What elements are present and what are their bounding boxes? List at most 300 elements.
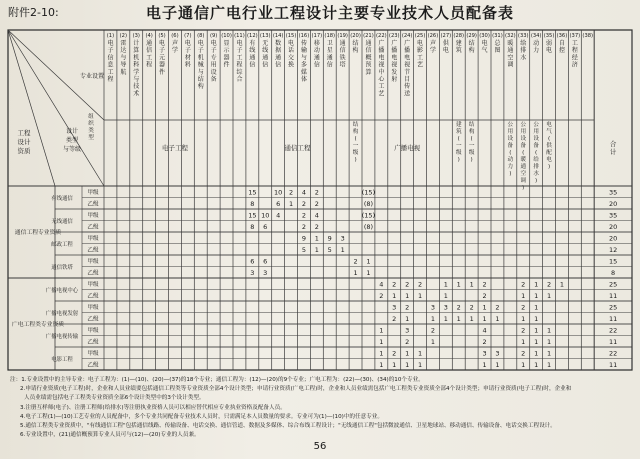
column-number: (13): [259, 33, 271, 39]
staff-count: 1: [521, 292, 526, 300]
sub-type-label: 广播电视发射: [45, 311, 79, 317]
column-name-char: 子: [184, 47, 191, 55]
staff-count: 1: [534, 303, 539, 312]
staff-count: 3: [340, 234, 345, 243]
column-name-char: 学: [133, 68, 140, 76]
staff-count: 1: [534, 338, 539, 346]
column-name-char: 传: [300, 40, 307, 47]
column-name-char: 信: [339, 47, 346, 55]
column-name-char: 声: [171, 40, 178, 47]
staff-count: 1: [469, 315, 474, 323]
column-name-char: 电: [546, 47, 553, 55]
column-name-char: 与: [120, 54, 127, 62]
staff-count: 6: [263, 223, 268, 231]
staff-count: 3: [405, 326, 410, 335]
note-line: 4.电子工程(1)—(10)工艺专业的人员配备中，多个专业共同配备专业技术人员时，只需满足本人员数量的要求。专业可为(1)—(10)中的任意专业。: [20, 413, 383, 420]
staff-count: 3: [263, 269, 268, 277]
column-name-char: 工: [236, 54, 243, 62]
staff-count: 1: [366, 269, 371, 277]
staff-count: 2: [495, 303, 500, 312]
group-label-char: 级: [352, 150, 359, 156]
column-name-char: 传: [404, 83, 411, 91]
row-total: 11: [608, 338, 618, 346]
staff-count: 1: [559, 280, 565, 289]
group-label-char: 配: [546, 150, 552, 156]
column-name-char: 广: [378, 40, 385, 47]
corner-qual-part: 工程: [17, 129, 31, 137]
column-name-char: 电: [391, 54, 398, 62]
column-name-char: 子: [236, 47, 243, 55]
staff-count: 10: [261, 211, 270, 220]
group-label-char: 结: [352, 122, 359, 128]
staff-count: 8: [250, 200, 255, 208]
column-number: (17): [311, 33, 323, 39]
column-name-char: 电: [481, 40, 488, 47]
column-name-char: 视: [391, 61, 398, 69]
staff-count: 1: [482, 361, 487, 369]
sub-type-label: 广播电视中心: [45, 288, 79, 294]
column-name-char: 构: [197, 83, 204, 91]
staff-count: 1: [495, 361, 500, 369]
note-line: 2.申请行业资质(电子工程)时，企业和人员业绩要包括通信工程类等专业资质全部4个设计类型；申请行业资质(广电工程)时，企业和人员业绩需包括广电工程类专业资质全部4个设计类型；申请行业资质(电子工程)时，企业和: [20, 386, 572, 393]
column-name-char: 供: [442, 40, 449, 47]
corner-diagonal: [8, 30, 104, 186]
row-total: 20: [608, 234, 618, 243]
column-name-char: 算: [133, 47, 140, 55]
column-name-char: 结: [352, 40, 359, 47]
staff-count: 1: [521, 338, 526, 346]
staff-count: 1: [417, 361, 423, 369]
staff-count: 2: [314, 223, 319, 231]
staff-count: 1: [456, 315, 461, 323]
corner-org-char: 类: [88, 128, 94, 134]
column-number: (2): [119, 33, 128, 39]
group-label-char: 电: [546, 122, 552, 128]
group-label-char: (: [457, 136, 460, 142]
column-number: (5): [158, 33, 166, 39]
column-name-char: 技: [133, 83, 140, 91]
sub-type-label: 通信铁塔: [51, 265, 73, 271]
column-name-char: 艺: [417, 61, 424, 69]
staff-count: 1: [534, 315, 539, 323]
column-name-char: 播: [404, 47, 411, 55]
group-label-char: ): [354, 157, 357, 163]
staff-count: 5: [327, 246, 332, 254]
column-name-char: 播: [391, 47, 398, 55]
level-label: 甲级: [87, 305, 99, 311]
column-name-char: 铁: [339, 54, 346, 62]
group-label-char: 设: [520, 136, 527, 142]
group-label-char: 用: [507, 129, 514, 135]
column-name-char: 专: [210, 54, 217, 62]
staff-count: 9: [301, 234, 307, 243]
staff-count: 2: [482, 292, 487, 300]
column-name-char: 空: [507, 54, 514, 62]
group-label-char: 暖: [520, 157, 527, 163]
column-name-char: 给: [520, 40, 527, 47]
row-total: 22: [608, 349, 618, 358]
group-label-char: 电: [546, 157, 552, 163]
column-name-char: 力: [533, 47, 540, 55]
staff-count: 1: [521, 361, 526, 369]
column-number: (16): [298, 33, 310, 39]
staff-count: (15): [361, 188, 376, 197]
staff-count: 1: [495, 315, 500, 323]
column-name-char: 电: [288, 40, 295, 47]
column-name-char: 料: [184, 61, 191, 69]
staff-count: 4: [301, 188, 307, 197]
staff-count: 1: [546, 338, 552, 346]
staff-count: 1: [314, 234, 319, 243]
level-label: 乙级: [87, 270, 99, 277]
sub-type-label: 邮政工程: [51, 242, 73, 248]
column-number: (19): [337, 33, 348, 39]
column-number: (23): [388, 33, 400, 39]
column-number: (31): [492, 33, 503, 39]
column-name-char: 总: [494, 40, 501, 47]
staff-count: 6: [250, 257, 255, 266]
total-header-char: 合: [609, 140, 617, 148]
group-label-telecom: 通信工程: [284, 144, 311, 152]
note-line: 人员业绩需包括电子工程类专业资质全部6个设计类型中的3个设计类型。: [24, 395, 205, 402]
staff-count: 2: [546, 280, 552, 289]
column-name-char: 术: [133, 90, 140, 98]
staff-count: 2: [301, 223, 307, 231]
group-label-char: 一: [352, 143, 359, 149]
staff-count: 1: [392, 292, 397, 300]
row-total: 11: [608, 361, 618, 369]
column-name-char: 子: [159, 47, 166, 55]
column-name-char: 与: [197, 68, 204, 76]
column-name-char: 械: [197, 61, 204, 69]
staff-count: 1: [353, 269, 358, 277]
column-name-char: 换: [288, 61, 295, 69]
group-label-char: 公: [533, 122, 539, 128]
staff-count: 1: [405, 315, 410, 323]
column-number: (21): [363, 33, 374, 39]
column-name-char: 结: [468, 40, 475, 47]
column-name-char: 信: [249, 61, 256, 69]
group-label-char: (: [509, 150, 512, 156]
staff-count: 1: [456, 280, 461, 289]
group-label-char: 设: [533, 136, 539, 142]
column-name-char: 视: [378, 61, 385, 69]
column-number: (3): [132, 33, 140, 39]
note-line: 5.通信工程类专业资质中，"有线通信工程"包括通信线路、传输设备、电话交换、通信管道、数据及多媒体、综合布线工程设计；"无线通信工程"包括微波通信、卫星地球站、移动通信、传输设备、电话交换工程设计。: [20, 423, 556, 430]
column-name-char: 合: [236, 76, 243, 83]
staff-count: 1: [482, 303, 487, 312]
row-total: 35: [608, 188, 618, 197]
corner-org-char: 组: [88, 114, 94, 120]
column-name-char: 息: [107, 61, 114, 69]
group-label-char: 设: [507, 136, 514, 142]
row-total: 11: [608, 315, 618, 323]
staff-count: 1: [546, 326, 552, 335]
column-name-char: 弱: [546, 40, 553, 47]
corner-org-char: 型: [88, 135, 94, 141]
column-number: (38): [582, 33, 594, 39]
column-name-char: 电: [210, 40, 217, 47]
group-label-char: 备: [507, 143, 514, 149]
column-name-char: 器: [223, 54, 230, 62]
column-name-char: 视: [404, 61, 411, 69]
sub-type-label: 有线通信: [51, 196, 73, 202]
column-name-char: 工: [571, 40, 578, 47]
table-frame: [8, 30, 632, 370]
column-name-char: 子: [197, 47, 204, 55]
staff-count: 1: [417, 349, 423, 358]
staff-count: 1: [546, 361, 552, 369]
column-name-char: 学: [171, 47, 178, 55]
qualification-group: 广电工程类专业资质: [11, 322, 65, 328]
column-name-char: 济: [571, 61, 578, 69]
staff-count: 1: [443, 280, 448, 289]
row-total: 22: [608, 326, 618, 335]
column-name-char: 程: [146, 61, 153, 69]
staff-count: 4: [379, 280, 384, 289]
column-name-char: 目: [404, 76, 411, 83]
column-name-char: 程: [571, 47, 578, 55]
staff-count: 3: [482, 349, 487, 358]
group-label-char: 级: [468, 150, 475, 156]
column-name-char: 移: [313, 40, 320, 47]
column-name-char: 星: [326, 47, 333, 55]
staff-count: 3: [392, 303, 397, 312]
column-name-char: 线: [262, 47, 269, 55]
group-label-char: ): [522, 185, 525, 191]
level-label: 甲级: [87, 328, 99, 334]
column-name-char: 电: [184, 40, 191, 47]
group-label-electronic: 电子工程: [161, 144, 188, 152]
staff-count: 1: [443, 315, 448, 323]
group-label-char: 备: [533, 143, 539, 149]
column-name-char: 通: [275, 54, 282, 62]
row-total: 20: [608, 200, 618, 208]
note-line: 6.专业设置中，(21)通信概预算专业人员可与(12)—(20)专业的人员兼。: [20, 432, 200, 439]
group-label-char: (: [470, 136, 473, 142]
staff-count: 15: [248, 211, 257, 220]
column-name-char: 建: [455, 40, 462, 47]
column-name-char: 电: [404, 54, 411, 62]
column-name-char: 线: [249, 47, 256, 55]
staff-count: 1: [534, 349, 539, 358]
column-name-char: 无: [262, 40, 269, 47]
column-name-char: 气: [481, 47, 488, 55]
staff-count: 1: [288, 200, 294, 208]
group-label-char: (: [535, 150, 538, 156]
column-name-char: 电: [378, 54, 385, 62]
group-label-char: 级: [455, 150, 462, 156]
column-name-char: 数: [275, 40, 282, 47]
column-number: (9): [209, 33, 218, 39]
column-name-char: 体: [300, 76, 307, 83]
column-name-char: 水: [520, 54, 527, 62]
note-line: 注：1.专业设置中的主导专业：电子工程为：(1)—(10)、(20)—(37)的18个专业；通信工程为：(12)—(20)的9个专业；广电工程为：(22)—(30)、(34)的10个专业。: [10, 377, 424, 383]
column-number: (24): [401, 33, 413, 39]
document-title: 电子通信广电行业工程设计主要专业技术人员配备表: [145, 4, 514, 22]
staff-count: 2: [521, 280, 526, 289]
group-label-char: 调: [520, 178, 527, 184]
staff-count: 4: [276, 211, 281, 220]
column-name-char: 工: [378, 83, 385, 91]
group-label-char: 用: [533, 129, 539, 135]
staff-count: 9: [327, 234, 332, 243]
corner-diagonal: [8, 30, 55, 186]
column-name-char: 信: [146, 47, 153, 55]
column-name-char: 与: [300, 54, 307, 62]
group-label-char: 排: [533, 164, 539, 170]
staff-count: 4: [482, 326, 487, 335]
staff-count: 1: [534, 326, 539, 335]
staff-count: 2: [521, 349, 526, 358]
row-total: 12: [608, 246, 618, 254]
group-label-char: ): [535, 178, 538, 184]
column-name-char: 信: [262, 61, 269, 69]
staff-count: 3: [250, 269, 255, 277]
column-name-char: 工: [417, 54, 424, 62]
column-name-char: 输: [300, 47, 307, 55]
column-name-char: 程: [107, 76, 114, 83]
group-label-char: 力: [507, 164, 514, 170]
row-total: 25: [608, 303, 618, 312]
column-number: (14): [272, 33, 284, 39]
row-total: 11: [608, 292, 618, 300]
column-name-char: 达: [120, 47, 127, 55]
row-total: 35: [608, 211, 618, 220]
group-label-char: 用: [520, 129, 527, 135]
column-name-char: 器: [159, 61, 166, 69]
column-name-char: 件: [223, 61, 230, 69]
group-label-char: (: [522, 150, 525, 156]
column-name-char: 计: [133, 40, 140, 47]
staff-count: 6: [276, 200, 281, 208]
column-name-char: 子: [107, 47, 114, 55]
column-name-char: 射: [391, 76, 398, 83]
column-name-char: 电: [197, 40, 204, 47]
group-label-char: ): [457, 157, 460, 163]
column-name-char: 媒: [300, 68, 307, 76]
column-name-char: 播: [378, 47, 385, 55]
staff-count: 10: [274, 188, 283, 197]
column-name-char: 影: [417, 47, 424, 55]
column-name-char: 雷: [120, 40, 127, 47]
staff-count: (15): [361, 211, 376, 220]
level-label: 甲级: [87, 259, 99, 265]
appendix-label: 附件2-10:: [8, 6, 59, 19]
column-name-char: 工: [107, 68, 114, 76]
column-name-char: 构: [352, 47, 359, 55]
staff-count: (8): [363, 200, 374, 208]
qualification-group: 通信工程专业资质: [14, 230, 62, 236]
column-name-char: 元: [159, 54, 166, 62]
group-label-char: 空: [520, 171, 527, 177]
group-label-char: 构: [468, 129, 475, 135]
level-label: 乙级: [87, 293, 99, 300]
sub-type-label: 广播电视传输: [45, 334, 79, 340]
sub-type-label: 无线通信: [51, 219, 73, 225]
corner-level-part: 类型: [65, 137, 79, 144]
staff-count: 2: [301, 200, 307, 208]
row-total: 25: [608, 280, 618, 289]
column-name-char: 概: [365, 54, 372, 62]
column-name-char: 节: [404, 68, 411, 76]
note-line: 3.注册互样师(电子)、注册工程师(给排水)等注册执业资格人员可以相应替代相应专业执业资格及配备人员。: [20, 404, 286, 411]
staff-count: 1: [534, 292, 539, 300]
column-name-char: 电: [417, 40, 424, 47]
staff-count: 2: [405, 303, 410, 312]
staff-count: 2: [430, 326, 436, 335]
staff-count: 5: [301, 246, 307, 254]
column-number: (1): [106, 33, 115, 39]
level-label: 甲级: [87, 236, 99, 242]
staff-count: 1: [443, 292, 448, 300]
column-number: (12): [247, 33, 258, 39]
column-name-char: 广: [391, 40, 398, 47]
column-name-char: 筑: [455, 47, 462, 55]
column-number: (30): [479, 33, 490, 39]
staff-count: 1: [405, 292, 410, 300]
level-label: 甲级: [87, 190, 99, 196]
table-notes: [10, 376, 634, 440]
staff-count: 1: [430, 315, 436, 323]
level-label: 甲级: [87, 213, 99, 219]
staff-count: 2: [288, 188, 294, 197]
group-label-char: 动: [507, 157, 514, 163]
column-number: (22): [376, 33, 387, 39]
column-name-char: 有: [249, 40, 256, 47]
column-number: (10): [221, 33, 232, 39]
column-name-char: 程: [236, 61, 243, 69]
corner-specialty: 专业设置: [79, 73, 105, 80]
column-name-char: 显: [223, 40, 230, 47]
column-name-char: 多: [300, 61, 307, 69]
level-label: 乙级: [87, 316, 99, 323]
column-name-char: 自: [558, 40, 565, 47]
column-name-char: 电: [159, 40, 166, 47]
staff-count: (8): [363, 223, 374, 231]
group-label-char: 给: [533, 157, 539, 163]
column-number: (37): [569, 33, 581, 39]
staff-count: 3: [430, 303, 436, 312]
staff-count: 2: [301, 211, 307, 220]
staff-count: 2: [379, 292, 384, 300]
column-name-char: 动: [313, 47, 320, 55]
staff-count: 1: [340, 246, 345, 254]
column-name-char: 送: [404, 90, 411, 98]
group-label-char: 结: [468, 122, 475, 128]
column-number: (28): [453, 33, 465, 39]
column-name-char: 通: [249, 54, 256, 62]
column-name-char: 发: [391, 68, 398, 76]
staff-count: 2: [521, 303, 526, 312]
staff-count: 2: [314, 188, 319, 197]
column-name-char: 用: [210, 61, 217, 69]
group-label-char: 建: [455, 122, 462, 128]
staff-count: 6: [263, 257, 268, 266]
staff-count: 1: [417, 292, 423, 300]
column-name-char: 信: [313, 61, 320, 69]
group-label-char: 供: [546, 143, 552, 149]
group-label-broadcast: 广播电视: [394, 144, 421, 152]
column-name-char: 算: [365, 68, 372, 76]
column-name-char: 预: [365, 61, 372, 69]
group-label-char: 一: [455, 143, 462, 149]
column-number: (25): [414, 33, 426, 39]
staff-count: 2: [482, 338, 487, 346]
staff-count: 2: [392, 349, 397, 358]
column-name-char: 工: [146, 54, 153, 62]
column-name-char: 信: [275, 61, 282, 69]
